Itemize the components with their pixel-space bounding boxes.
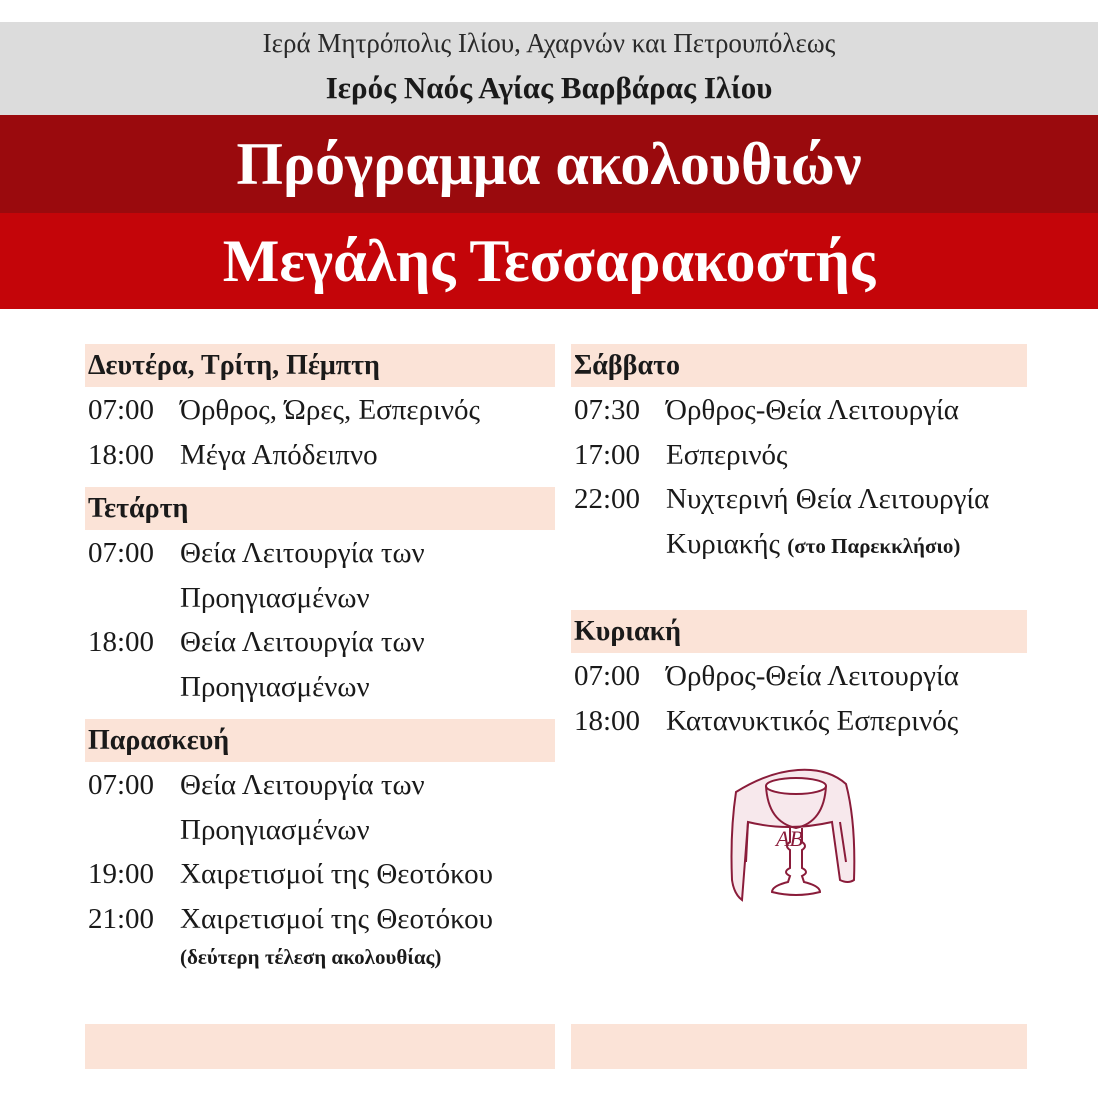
right-column <box>571 344 1027 753</box>
header-banner <box>0 22 1098 115</box>
entry-desc-block <box>180 897 555 974</box>
entry-desc: Μέγα Απόδειπνο <box>180 438 378 471</box>
entry-desc: Χαιρετισμοί της Θεοτόκου <box>180 858 493 890</box>
section-heading: Δευτέρα, Τρίτη, Πέμπτη <box>85 344 555 387</box>
section-wednesday <box>85 487 555 709</box>
entry-desc: Εσπερινός <box>666 438 788 471</box>
entry-desc: Θεία Λειτουργία των Προηγιασμένων <box>180 537 425 614</box>
emblem-letters: ΑΒ <box>776 826 803 851</box>
footer-bar-left <box>85 1024 555 1069</box>
schedule-entry <box>85 763 555 852</box>
entry-time: 17:00 <box>574 438 641 471</box>
schedule-entry <box>85 388 555 433</box>
entry-desc: Όρθρος-Θεία Λειτουργία <box>666 660 959 692</box>
section-mon-tue-thu <box>85 344 555 477</box>
entry-time: 07:00 <box>574 660 641 692</box>
entry-desc: Θεία Λειτουργία των Προηγιασμένων <box>180 626 425 703</box>
schedule-entry <box>571 388 1027 433</box>
section-heading: Κυριακή <box>571 610 1027 653</box>
footer-bar-right <box>571 1024 1027 1069</box>
entry-desc: Όρθρος, Ώρες, Εσπερινός <box>180 394 480 426</box>
entry-time: 07:00 <box>88 537 155 569</box>
section-heading: Παρασκευή <box>85 719 555 762</box>
section-heading: Τετάρτη <box>85 487 555 530</box>
schedule-entry <box>571 433 1027 478</box>
section-friday <box>85 719 555 973</box>
entry-desc-block <box>666 477 1016 568</box>
schedule-entry <box>85 433 555 478</box>
title-line-1: Πρόγραμμα ακολουθιών <box>0 115 1098 213</box>
schedule-entry <box>85 897 555 974</box>
entry-desc: Όρθρος-Θεία Λειτουργία <box>666 394 959 426</box>
entry-desc: Θεία Λειτουργία των Προηγιασμένων <box>180 769 425 846</box>
schedule-entry <box>85 531 555 620</box>
entry-time: 07:00 <box>88 769 155 801</box>
entry-time: 19:00 <box>88 858 155 890</box>
church-title: Ιερός Ναός Αγίας Βαρβάρας Ιλίου <box>325 70 773 105</box>
entry-desc: Χαιρετισμοί της Θεοτόκου <box>180 902 493 935</box>
entry-time: 07:30 <box>574 394 641 426</box>
left-column <box>85 344 555 983</box>
entry-desc: Νυχτερινή Θεία Λειτουργία Κυριακής <box>666 483 990 560</box>
diocese-title: Ιερά Μητρόπολις Ιλίου, Αχαρνών και Πετρουπόλεως <box>262 28 836 58</box>
entry-time: 22:00 <box>574 483 641 515</box>
schedule-entry <box>85 852 555 897</box>
entry-note: (δεύτερη τέλεση ακολουθίας) <box>180 945 442 969</box>
schedule-entry <box>571 699 1027 744</box>
section-saturday <box>571 344 1027 568</box>
entry-time: 18:00 <box>574 704 641 737</box>
entry-time: 18:00 <box>88 626 155 658</box>
entry-time: 21:00 <box>88 902 155 935</box>
schedule-entry <box>85 620 555 709</box>
section-sunday <box>571 610 1027 743</box>
entry-time: 07:00 <box>88 394 155 426</box>
entry-time: 18:00 <box>88 438 155 471</box>
title-line-2: Μεγάλης Τεσσαρακοστής <box>0 213 1098 309</box>
entry-note: (στο Παρεκκλήσιο) <box>787 533 961 558</box>
chalice-icon <box>728 762 860 902</box>
entry-desc: Κατανυκτικός Εσπερινός <box>666 704 959 737</box>
section-heading: Σάββατο <box>571 344 1027 387</box>
schedule-entry <box>571 654 1027 699</box>
schedule-entry <box>571 477 1027 568</box>
